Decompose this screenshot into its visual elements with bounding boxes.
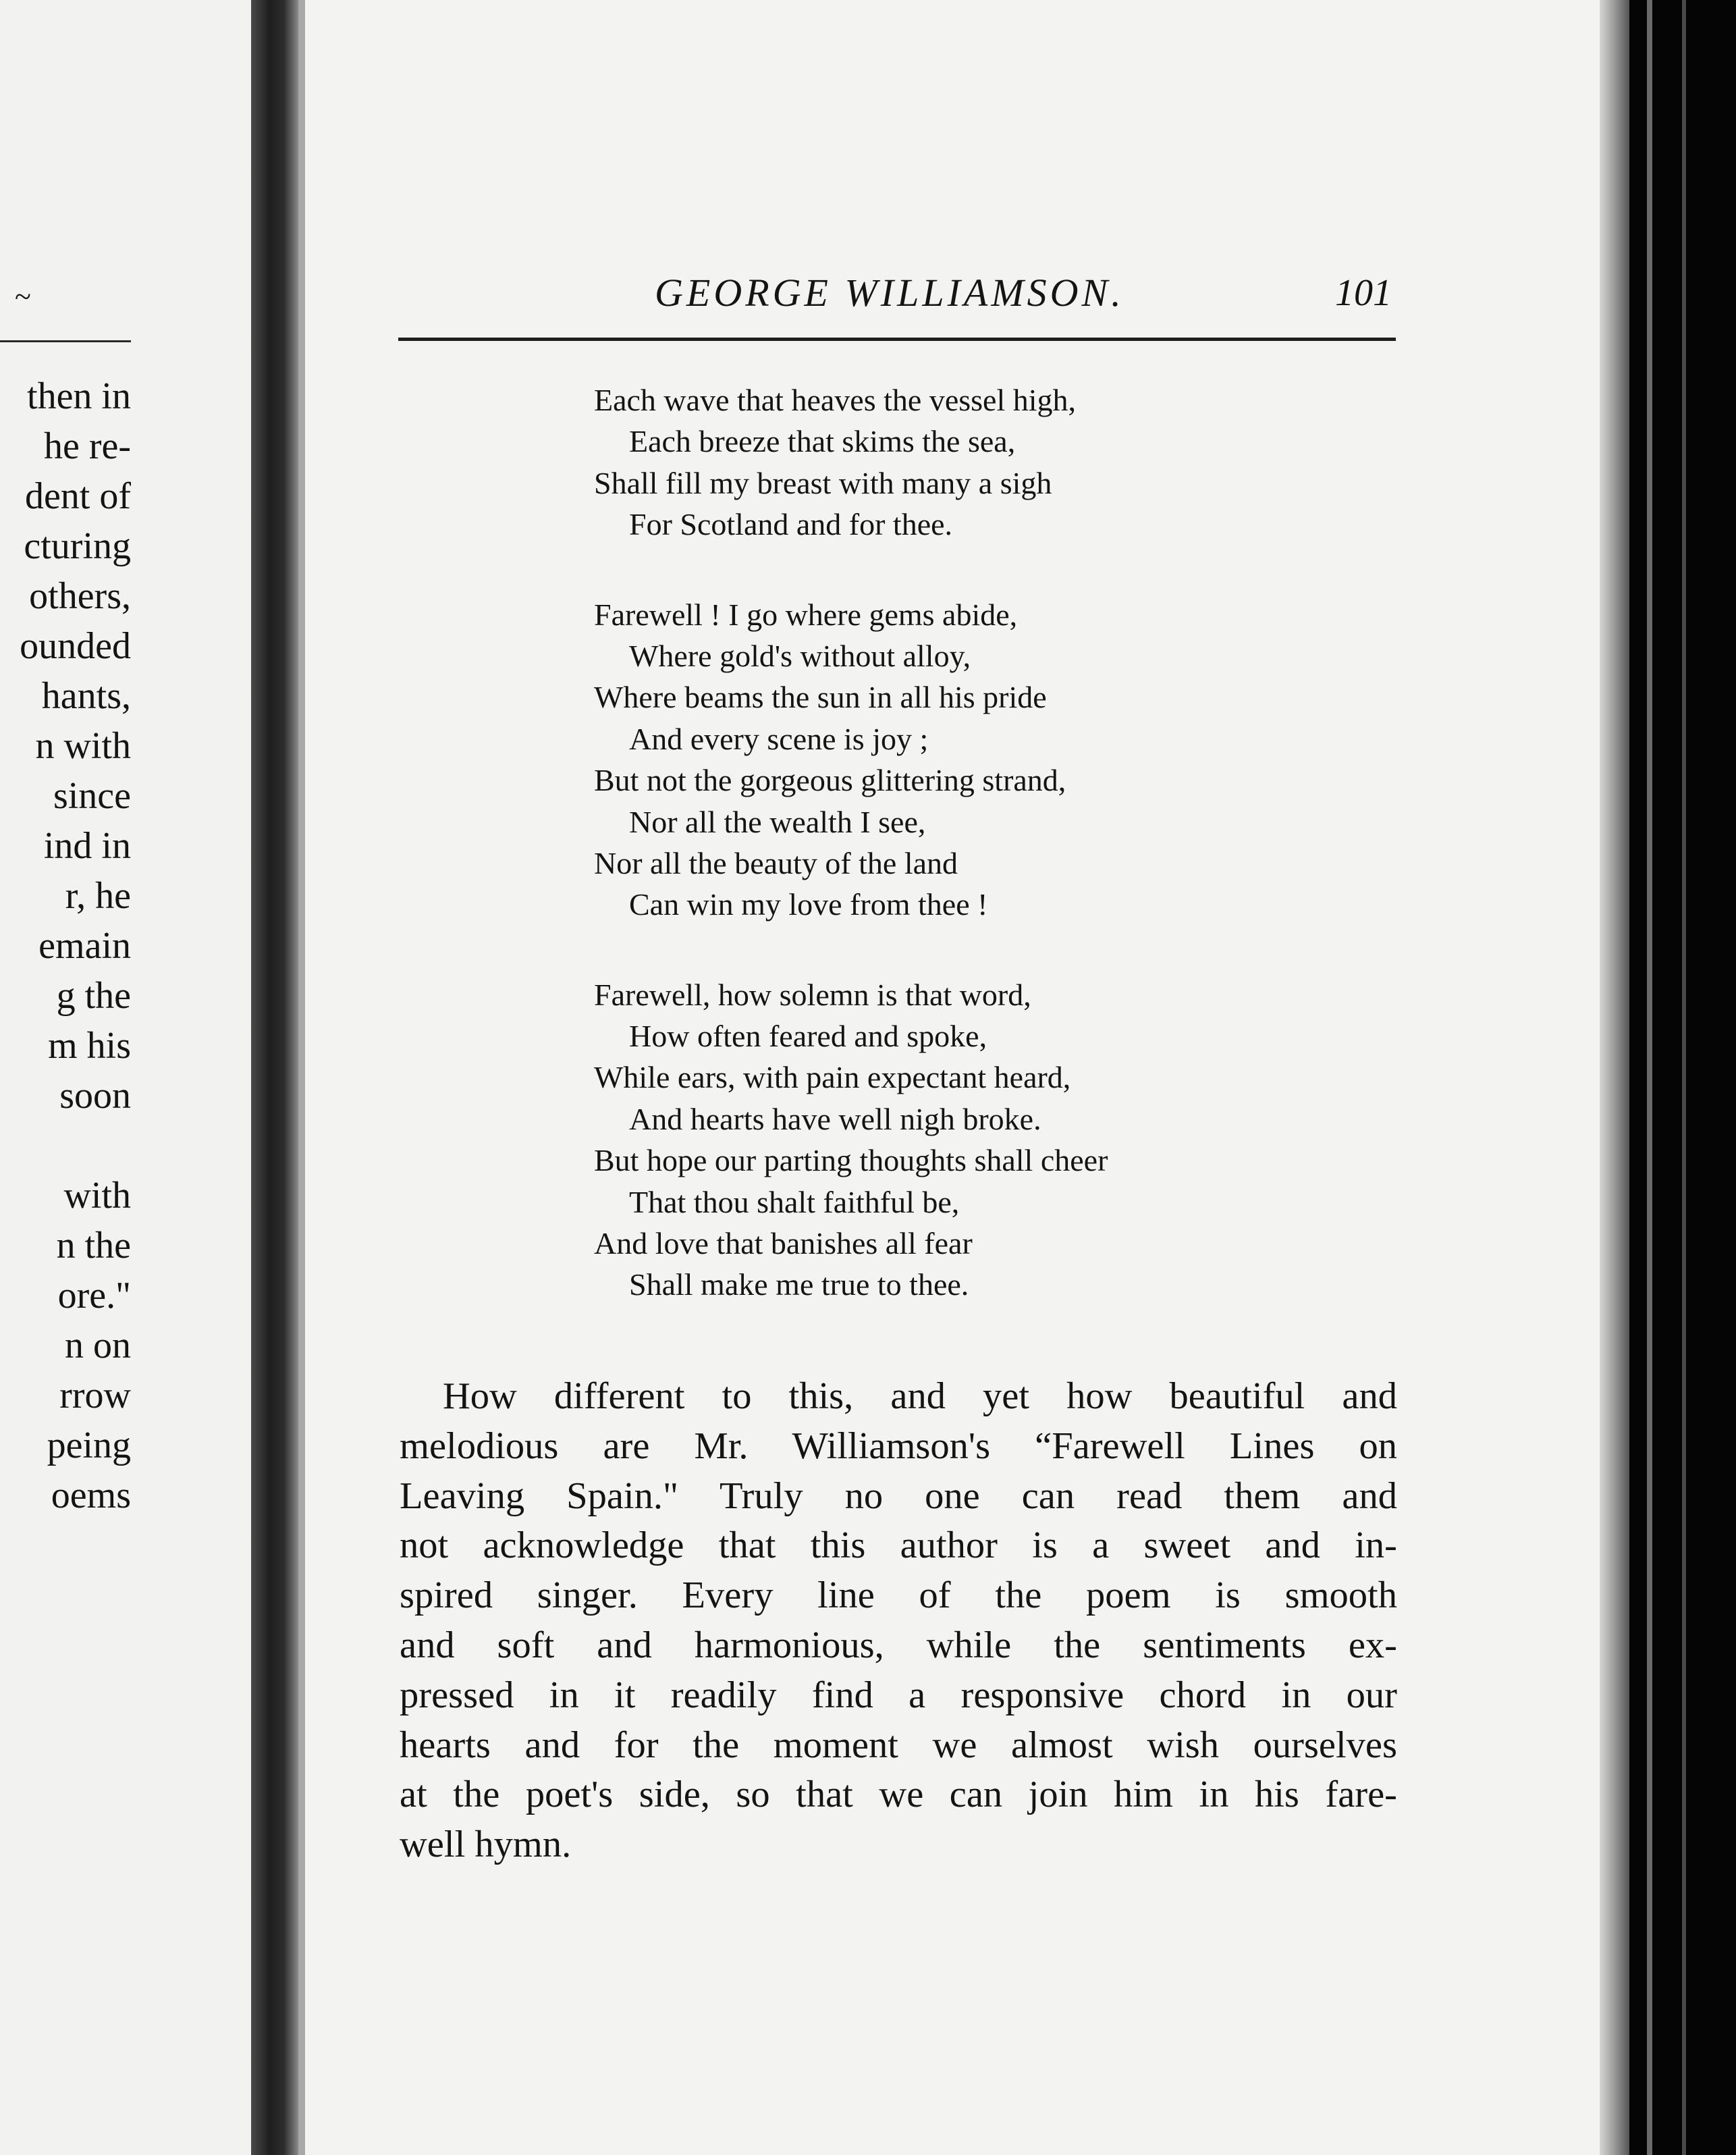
left-page-line: dent of xyxy=(24,475,131,517)
left-page-mark: ~ xyxy=(15,280,31,313)
poem-line: And love that banishes all fear xyxy=(594,1226,973,1261)
left-page-line: ind in xyxy=(43,825,131,867)
left-page-line: n on xyxy=(65,1325,131,1366)
poem-line: Farewell, how solemn is that word, xyxy=(594,977,1031,1012)
poem-line: Can win my love from thee ! xyxy=(629,887,988,922)
prose-line: Leaving Spain." Truly no one can read them and xyxy=(400,1474,1397,1517)
left-page-line: ore." xyxy=(57,1275,131,1316)
poem-stanza xyxy=(594,974,1336,1306)
left-page-line: then in xyxy=(27,375,131,417)
header-rule xyxy=(398,338,1396,341)
prose-line: spired singer. Every line of the poem is smooth xyxy=(400,1574,1397,1617)
left-page-line: peing xyxy=(47,1425,131,1466)
prose-paragraph xyxy=(400,1372,1397,1870)
left-page-line: ounded xyxy=(20,625,131,667)
prose-line: and soft and harmonious, while the sentiments ex- xyxy=(400,1624,1397,1666)
book-edge-line xyxy=(1647,0,1652,2155)
prose-line: at the poet's side, so that we can join him in his fare- xyxy=(400,1774,1397,1816)
poem-line: Shall make me true to thee. xyxy=(629,1267,969,1302)
left-page-line xyxy=(0,1121,131,1171)
running-title: GEORGE WILLIAMSON. xyxy=(655,271,1124,315)
prose-line: hearts and for the moment we almost wish ourselves xyxy=(400,1724,1397,1766)
prose-line: melodious are Mr. Williamson's “Farewell Lines on xyxy=(400,1425,1397,1467)
poem-line: For Scotland and for thee. xyxy=(629,507,953,542)
left-page-line: oems xyxy=(51,1474,131,1516)
poem-line: Each wave that heaves the vessel high, xyxy=(594,383,1077,417)
left-page-line: r, he xyxy=(65,875,131,917)
left-page-header-rule xyxy=(0,340,131,342)
poem-line: That thou shalt faithful be, xyxy=(629,1184,960,1219)
poem-line: Farewell ! I go where gems abide, xyxy=(594,597,1018,632)
poem-line: But not the gorgeous glittering strand, xyxy=(594,763,1066,798)
prose-line: well hymn. xyxy=(400,1824,572,1866)
poem-line: Each breeze that skims the sea, xyxy=(629,424,1016,459)
poem xyxy=(594,379,1336,1354)
left-page-line: rrow xyxy=(59,1375,131,1416)
left-page-line: he re- xyxy=(43,425,131,467)
page-number: 101 xyxy=(1335,272,1392,314)
poem-line: And hearts have well nigh broke. xyxy=(629,1101,1041,1136)
poem-stanza xyxy=(594,379,1336,546)
left-page-line: n with xyxy=(35,725,131,767)
poem-line: But hope our parting thoughts shall cheer xyxy=(594,1143,1108,1178)
left-page-line: others, xyxy=(29,575,131,617)
left-page-line: cturing xyxy=(24,525,131,567)
left-page-text xyxy=(0,371,131,1520)
prose-line: pressed in it readily find a responsive chord in our xyxy=(400,1674,1397,1716)
poem-line: Shall fill my breast with many a sigh xyxy=(594,465,1052,500)
left-page-line: m his xyxy=(48,1025,131,1067)
poem-line: While ears, with pain expectant heard, xyxy=(594,1060,1071,1095)
left-page-line: n the xyxy=(56,1225,131,1267)
gutter-shadow xyxy=(251,0,298,2155)
left-page-line: emain xyxy=(38,925,131,967)
running-header xyxy=(398,265,1396,321)
prose-line: How different to this, and yet how beautiful and xyxy=(443,1375,1397,1417)
left-page-line: hants, xyxy=(41,675,131,717)
page-edge xyxy=(1600,0,1629,2155)
poem-line: And every scene is joy ; xyxy=(629,721,929,756)
prose-line: not acknowledge that this author is a sweet and in- xyxy=(400,1524,1397,1567)
binding-strip xyxy=(298,0,305,2155)
left-page-line: since xyxy=(53,775,131,817)
left-page-line: soon xyxy=(59,1075,131,1117)
left-page-line: with xyxy=(63,1175,131,1217)
poem-line: How often feared and spoke, xyxy=(629,1019,987,1054)
previous-page xyxy=(0,0,251,2155)
poem-line: Nor all the beauty of the land xyxy=(594,845,958,880)
poem-line: Where beams the sun in all his pride xyxy=(594,680,1047,715)
poem-line: Nor all the wealth I see, xyxy=(629,804,926,839)
book-edge-line-outer xyxy=(1682,0,1686,2155)
left-page-line: g the xyxy=(56,975,131,1017)
poem-stanza xyxy=(594,594,1336,926)
poem-line: Where gold's without alloy, xyxy=(629,638,971,673)
